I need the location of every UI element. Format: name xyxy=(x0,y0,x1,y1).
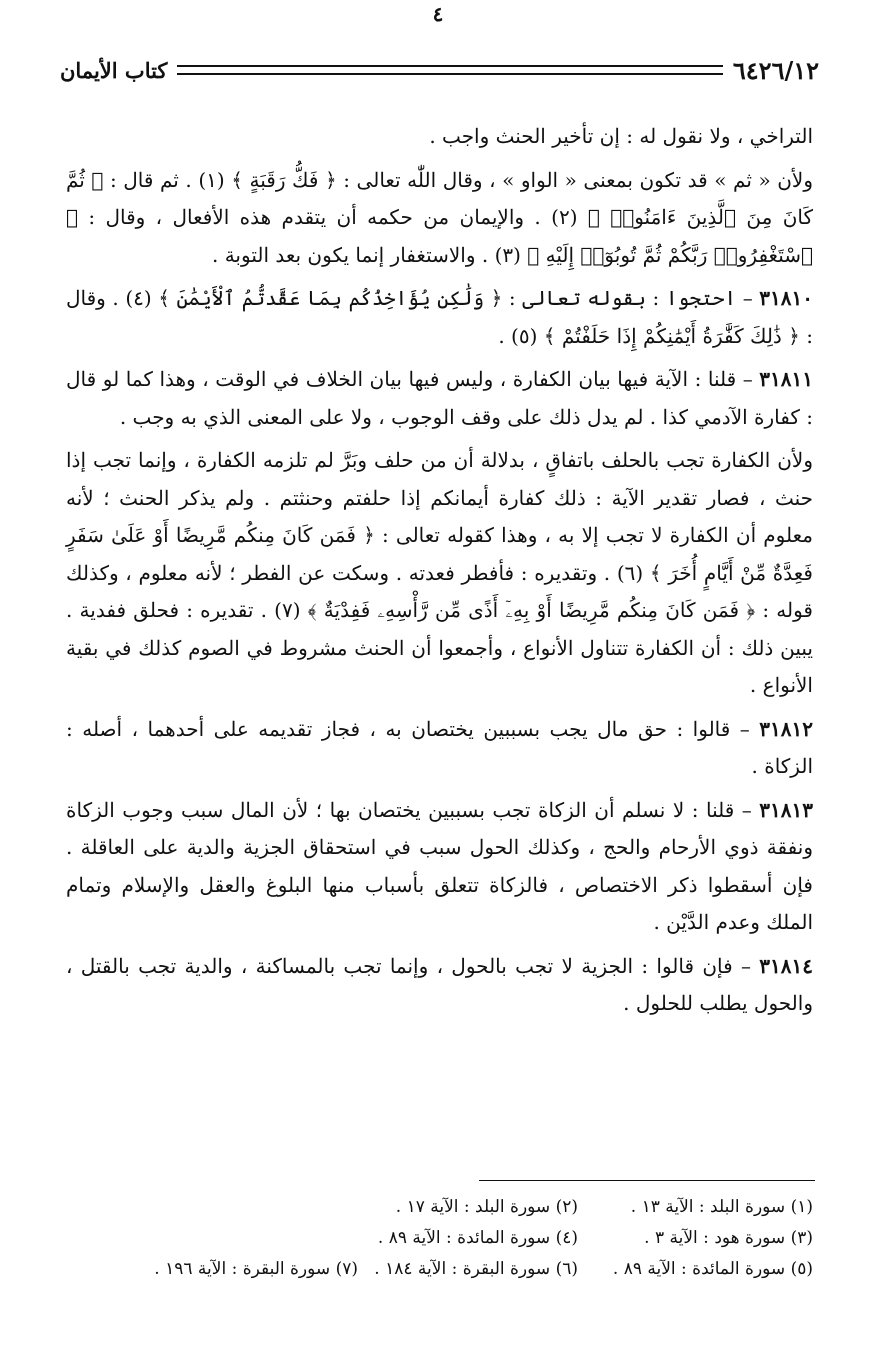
paragraph-number: ٣١٨١٢ xyxy=(759,716,813,741)
paragraph-number: ٣١٨١١ xyxy=(759,367,813,391)
paragraph-text: – احتجوا : بقوله تعالى : ﴿ وَلَٰكِن يُؤَاخِذُكُم بِمَا عَقَّدتُّمُ ٱلْأَيْمَٰنَ ﴾ (٤) . وقال : ﴿ ذَٰلِكَ كَفَّٰرَةُ أَيْمَٰنِكُمْ إِذَا حَلَفْتُمْ ﴾ (٥) . xyxy=(66,286,813,348)
paragraph-text: – قالوا : حق مال يجب بسببين يختصان به ، فجاز تقديمه على أحدهما ، أصله : الزكاة . xyxy=(66,716,813,778)
paragraph xyxy=(66,948,813,1023)
paragraph-text: ولأن الكفارة تجب بالحلف باتفاقٍ ، بدلالة أن من حلف وبَرَّ لم تلزمه الكفارة ، وإنما تجب إذا حنث ، فصار تقدير الآية : ذلك كفارة أيمانكم إذا حلفتم وحنثتم . ولم يذكر الحنث ؛ لأنه معلوم أن الكفارة لا تجب إلا به ، وهذا كقوله تعالى : ﴿ فَمَن كَانَ مِنكُم مَّرِيضًا أَوْ عَلَىٰ سَفَرٍ فَعِدَّةٌ مِّنْ أَيَّامٍ أُخَرَ ﴾ (٦) . وتقديره : فأفطر فعدته . وسكت عن الفطر ؛ لأنه معلوم ، وكذلك قوله : ﴿ فَمَن كَانَ مِنكُم مَّرِيضًا أَوْ بِهِۦٓ أَذًى مِّن رَّأْسِهِۦ فَفِدْيَةٌ ﴾ (٧) . تقديره : فحلق ففدية . يبين ذلك : أن الكفارة تتناول الأنواع ، وأجمعوا أن الحنث مشروط في الصوم كذلك في بقية الأنواع . xyxy=(66,448,813,697)
paragraph xyxy=(66,280,813,355)
header-rule xyxy=(177,65,722,75)
paragraph-text: – قلنا : الآية فيها بيان الكفارة ، وليس فيها بيان الخلاف في الوقت ، وهذا كما لو قال : كفارة الآدمي كذا . لم يدل ذلك على وقف الوجوب ، ولا على المعنى الذي به وجب . xyxy=(66,367,813,429)
paragraph-number: ٣١٨١٠ xyxy=(759,286,813,310)
footnote: (٣) سورة هود : الآية ٣ . xyxy=(644,1228,813,1248)
paragraph xyxy=(66,442,813,705)
footnote: (٧) سورة البقرة : الآية ١٩٦ . xyxy=(154,1259,358,1279)
paragraph xyxy=(66,711,813,786)
header-reference: ٦٤٢٦/١٢ xyxy=(732,55,819,85)
paragraph xyxy=(66,361,813,436)
footnote-row xyxy=(60,1254,813,1285)
paragraph-text: – فإن قالوا : الجزية لا تجب بالحول ، وإنما تجب بالمساكنة ، والدية تجب بالقتل ، والحول يطلب للحلول . xyxy=(66,953,813,1015)
paragraph-text: التراخي ، ولا نقول له : إن تأخير الحنث واجب . xyxy=(429,124,813,148)
paragraph-text: ولأن « ثم » قد تكون بمعنى « الواو » ، وقال اللّٰه تعالى : ﴿ فَكُّ رَقَبَةٍ ﴾ (١) . ثم قال : ﴿ ثُمَّ كَانَ مِنَ ٱلَّذِينَ ءَامَنُوا۟ ﴾ (٢) . والإيمان من حكمه أن يتقدم هذه الأفعال ، وقال : ﴿ ٱسْتَغْفِرُوا۟ رَبَّكُمْ ثُمَّ تُوبُوٓا۟ إِلَيْهِ ﴾ (٣) . والاستغفار إنما يكون بعد التوبة . xyxy=(66,167,813,267)
header-title: كتاب الأيمان xyxy=(60,57,168,83)
footnote: (٤) سورة المائدة : الآية ٨٩ . xyxy=(377,1228,578,1248)
footnote: (٦) سورة البقرة : الآية ١٨٤ . xyxy=(374,1259,578,1279)
footnote-row xyxy=(60,1192,813,1223)
paragraph-text: – قلنا : لا نسلم أن الزكاة تجب بسببين يختصان بها ؛ لأن المال سبب وجوب الزكاة ونفقة ذوي الأرحام والحج ، وكذلك الحول سبب في استحقاق الجزية والدية على العاقلة . فإن أسقطوا ذكر الاختصاص ، فالزكاة تتعلق بأسباب منها البلوغ والعقل والإسلام وتمام الملك وعدم الدَّيْن . xyxy=(66,797,813,934)
page-number: ٤ xyxy=(432,2,444,26)
footnote: (٢) سورة البلد : الآية ١٧ . xyxy=(395,1197,578,1217)
paragraph xyxy=(66,792,813,942)
paragraph xyxy=(66,162,813,275)
paragraph-number: ٣١٨١٤ xyxy=(759,953,813,978)
footnote-row xyxy=(60,1223,813,1254)
paragraph xyxy=(66,118,813,156)
body-text xyxy=(66,118,813,1029)
paragraph-number: ٣١٨١٣ xyxy=(759,797,813,822)
running-header xyxy=(60,52,819,88)
footnote-divider xyxy=(479,1180,815,1181)
footnote: (٥) سورة المائدة : الآية ٨٩ . xyxy=(612,1259,813,1279)
footnote: (١) سورة البلد : الآية ١٣ . xyxy=(630,1197,813,1217)
footnotes xyxy=(60,1192,813,1285)
